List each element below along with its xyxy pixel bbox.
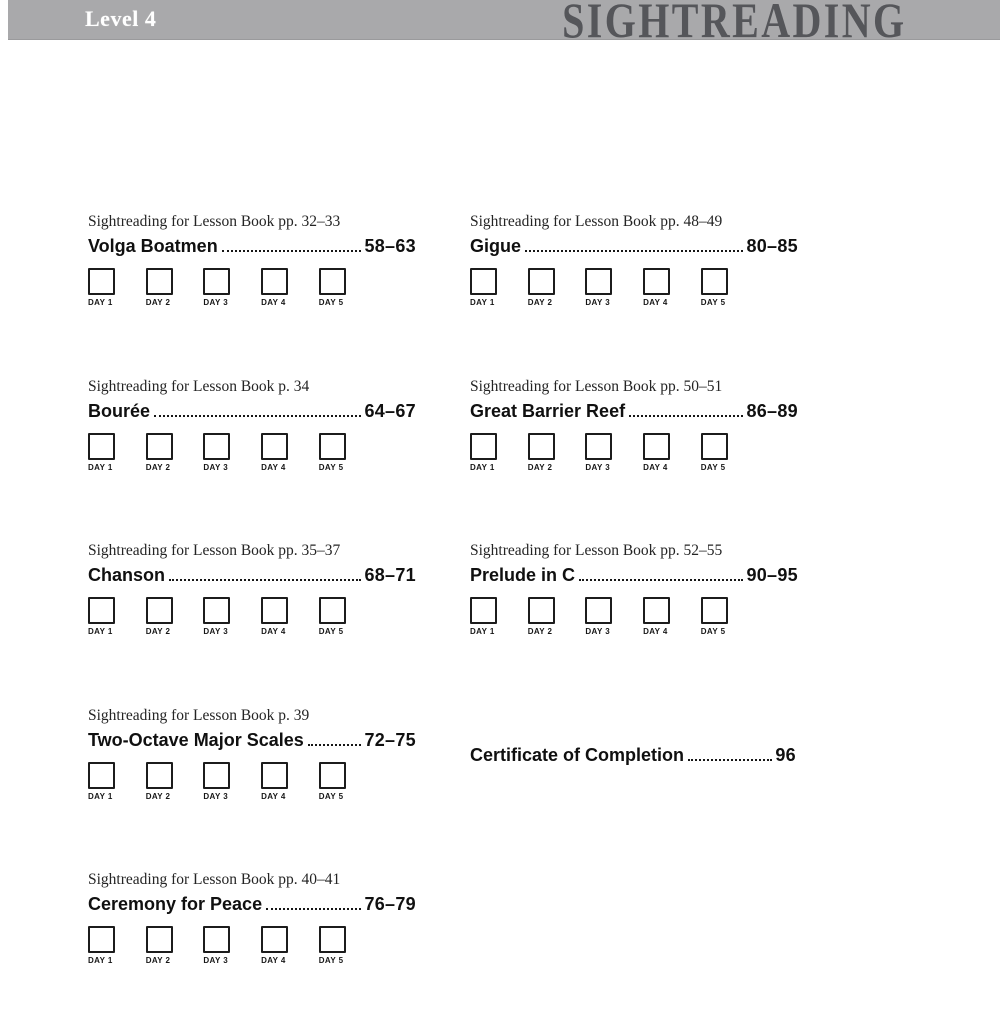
page-range: 80–85: [746, 236, 798, 256]
entry-title-line: [470, 563, 798, 587]
toc-entry: [88, 870, 416, 1035]
piece-title: Volga Boatmen: [88, 236, 218, 256]
dotted-leader: [688, 759, 772, 761]
toc-entry: [470, 541, 798, 706]
day-label: DAY 5: [700, 627, 726, 637]
practice-day-cell: [88, 433, 146, 472]
day-label: DAY 2: [145, 462, 171, 472]
day-checkbox[interactable]: [88, 597, 115, 624]
day-checkbox[interactable]: [203, 597, 230, 624]
page-range: 64–67: [364, 400, 416, 421]
practice-day-cell: [528, 433, 586, 472]
day-label: DAY 4: [643, 298, 668, 307]
practice-day-row: [88, 762, 416, 801]
day-checkbox[interactable]: [88, 926, 115, 953]
day-checkbox[interactable]: [146, 597, 173, 624]
day-checkbox[interactable]: [88, 762, 115, 789]
lesson-book-reference: Sightreading for Lesson Book p. 39: [88, 706, 310, 724]
day-checkbox[interactable]: [203, 762, 230, 789]
day-label: DAY 3: [203, 956, 229, 966]
practice-day-cell: [88, 597, 146, 636]
page-range: 58–63: [364, 236, 416, 256]
entry-title-line: [88, 234, 416, 258]
practice-day-cell: [261, 597, 319, 636]
practice-day-cell: [470, 433, 528, 472]
practice-day-row: [88, 597, 416, 636]
entry-title-line: [88, 399, 416, 423]
day-label: DAY 1: [88, 462, 113, 472]
lesson-book-reference: Sightreading for Lesson Book pp. 48–49: [470, 213, 723, 230]
day-checkbox[interactable]: [203, 268, 230, 295]
piece-title: Chanson: [88, 565, 166, 586]
dotted-leader: [629, 415, 743, 417]
practice-day-cell: [203, 597, 261, 636]
day-checkbox[interactable]: [585, 268, 612, 295]
day-label: DAY 4: [261, 956, 286, 966]
day-label: DAY 5: [318, 462, 344, 472]
practice-day-cell: [585, 268, 643, 307]
day-label: DAY 3: [203, 462, 229, 472]
day-label: DAY 5: [318, 956, 344, 966]
practice-day-cell: [319, 597, 377, 636]
practice-day-cell: [470, 268, 528, 307]
dotted-leader: [308, 744, 362, 746]
practice-day-cell: [319, 268, 377, 307]
certificate-page: 96: [775, 745, 796, 765]
day-checkbox[interactable]: [585, 433, 612, 460]
entry-title-line: [88, 892, 416, 916]
toc-column-right: [470, 212, 798, 706]
day-checkbox[interactable]: [470, 268, 497, 295]
day-label: DAY 1: [88, 298, 113, 307]
toc-entry: [88, 706, 416, 871]
page-range: 86–89: [746, 400, 798, 421]
piece-title: Bourée: [88, 400, 151, 421]
practice-day-row: [88, 433, 416, 472]
practice-day-cell: [203, 762, 261, 801]
dotted-leader: [222, 250, 362, 252]
dotted-leader: [579, 579, 743, 581]
day-label: DAY 2: [527, 627, 553, 637]
day-checkbox[interactable]: [701, 433, 728, 460]
entry-title-line: [470, 234, 798, 258]
practice-day-cell: [643, 433, 701, 472]
day-checkbox[interactable]: [643, 268, 670, 295]
day-label: DAY 3: [203, 298, 229, 307]
day-checkbox[interactable]: [319, 762, 346, 789]
piece-title: Prelude in C: [470, 565, 576, 586]
toc-column-left: [88, 212, 416, 1035]
day-checkbox[interactable]: [146, 268, 173, 295]
day-label: DAY 3: [585, 298, 611, 307]
day-label: DAY 3: [203, 791, 229, 801]
day-label: DAY 5: [318, 627, 344, 637]
day-checkbox[interactable]: [585, 597, 612, 624]
page-range: 68–71: [364, 565, 416, 586]
toc-entry: [470, 212, 798, 377]
day-label: DAY 2: [145, 298, 171, 307]
practice-day-cell: [470, 597, 528, 636]
day-checkbox[interactable]: [528, 597, 555, 624]
level-label: Level 4: [85, 6, 157, 31]
entry-title-line: [88, 728, 416, 752]
day-label: DAY 4: [261, 627, 286, 637]
practice-day-cell: [88, 762, 146, 801]
practice-day-cell: [643, 597, 701, 636]
practice-day-cell: [319, 433, 377, 472]
day-checkbox[interactable]: [261, 433, 288, 460]
day-label: DAY 1: [88, 791, 113, 801]
dotted-leader: [154, 415, 361, 417]
entry-title-line: [88, 563, 416, 587]
day-label: DAY 1: [470, 627, 495, 637]
practice-day-row: [88, 268, 416, 307]
practice-day-cell: [643, 268, 701, 307]
day-label: DAY 2: [527, 462, 553, 472]
practice-day-cell: [261, 762, 319, 801]
day-label: DAY 2: [527, 298, 553, 307]
page-range: 90–95: [746, 565, 798, 586]
day-label: DAY 1: [470, 462, 495, 472]
practice-day-cell: [146, 268, 204, 307]
day-label: DAY 3: [585, 462, 611, 472]
day-label: DAY 4: [643, 627, 668, 637]
day-checkbox[interactable]: [643, 597, 670, 624]
day-checkbox[interactable]: [88, 268, 115, 295]
day-checkbox[interactable]: [528, 268, 555, 295]
day-checkbox[interactable]: [261, 268, 288, 295]
day-label: DAY 4: [261, 791, 286, 801]
day-checkbox[interactable]: [88, 433, 115, 460]
day-checkbox[interactable]: [203, 433, 230, 460]
page-range: 76–79: [364, 894, 416, 915]
day-checkbox[interactable]: [528, 433, 555, 460]
day-checkbox[interactable]: [643, 433, 670, 460]
practice-day-cell: [319, 762, 377, 801]
toc-entry: [88, 377, 416, 542]
day-label: DAY 3: [203, 627, 229, 637]
day-checkbox[interactable]: [319, 926, 346, 953]
day-checkbox[interactable]: [319, 268, 346, 295]
day-label: DAY 1: [88, 956, 113, 966]
practice-day-cell: [261, 433, 319, 472]
day-label: DAY 3: [585, 627, 611, 637]
piece-title: Ceremony for Peace: [88, 894, 263, 915]
piece-title: Gigue: [470, 236, 522, 256]
day-label: DAY 5: [700, 298, 726, 307]
entry-title-line: [470, 399, 798, 423]
day-label: DAY 5: [318, 791, 344, 801]
practice-day-cell: [146, 597, 204, 636]
day-checkbox[interactable]: [470, 433, 497, 460]
certificate-title: Certificate of Completion: [470, 745, 685, 765]
practice-day-row: [470, 597, 798, 636]
page-title: SIGHTREADING: [562, 0, 907, 48]
day-checkbox[interactable]: [261, 762, 288, 789]
practice-day-cell: [146, 762, 204, 801]
page-range: 72–75: [364, 729, 416, 750]
practice-day-cell: [701, 597, 759, 636]
day-checkbox[interactable]: [261, 597, 288, 624]
certificate-line: [470, 743, 796, 767]
day-label: DAY 1: [88, 627, 113, 637]
day-checkbox[interactable]: [261, 926, 288, 953]
practice-day-cell: [528, 268, 586, 307]
day-checkbox[interactable]: [146, 433, 173, 460]
practice-day-cell: [203, 433, 261, 472]
lesson-book-reference: Sightreading for Lesson Book pp. 32–33: [88, 213, 341, 230]
dotted-leader: [169, 579, 361, 581]
day-checkbox[interactable]: [146, 762, 173, 789]
lesson-book-reference: Sightreading for Lesson Book pp. 40–41: [88, 871, 341, 889]
day-checkbox[interactable]: [203, 926, 230, 953]
day-label: DAY 4: [261, 462, 286, 472]
day-label: DAY 5: [318, 298, 344, 307]
piece-title: Great Barrier Reef: [470, 400, 626, 421]
lesson-book-reference: Sightreading for Lesson Book pp. 52–55: [470, 542, 723, 560]
practice-day-cell: [701, 433, 759, 472]
lesson-book-reference: Sightreading for Lesson Book pp. 50–51: [470, 377, 723, 395]
practice-day-cell: [585, 597, 643, 636]
practice-day-cell: [88, 268, 146, 307]
lesson-book-reference: Sightreading for Lesson Book pp. 35–37: [88, 542, 341, 560]
practice-day-cell: [203, 268, 261, 307]
day-label: DAY 1: [470, 298, 495, 307]
day-label: DAY 4: [261, 298, 286, 307]
practice-day-cell: [261, 268, 319, 307]
day-checkbox[interactable]: [319, 433, 346, 460]
day-label: DAY 5: [700, 462, 726, 472]
practice-day-row: [470, 433, 798, 472]
piece-title: Two-Octave Major Scales: [88, 729, 304, 750]
day-checkbox[interactable]: [319, 597, 346, 624]
day-label: DAY 2: [145, 956, 171, 966]
toc-entry: [470, 377, 798, 542]
day-checkbox[interactable]: [470, 597, 497, 624]
practice-day-row: [470, 268, 798, 307]
practice-day-cell: [146, 433, 204, 472]
day-checkbox[interactable]: [701, 597, 728, 624]
day-label: DAY 2: [145, 627, 171, 637]
practice-day-cell: [528, 597, 586, 636]
dotted-leader: [525, 250, 743, 252]
lesson-book-reference: Sightreading for Lesson Book p. 34: [88, 377, 310, 395]
day-label: DAY 2: [145, 791, 171, 801]
day-checkbox[interactable]: [701, 268, 728, 295]
toc-entry: [88, 212, 416, 377]
day-label: DAY 4: [643, 462, 668, 472]
practice-day-cell: [701, 268, 759, 307]
toc-entry: [88, 541, 416, 706]
practice-day-cell: [585, 433, 643, 472]
day-checkbox[interactable]: [146, 926, 173, 953]
dotted-leader: [266, 908, 361, 910]
